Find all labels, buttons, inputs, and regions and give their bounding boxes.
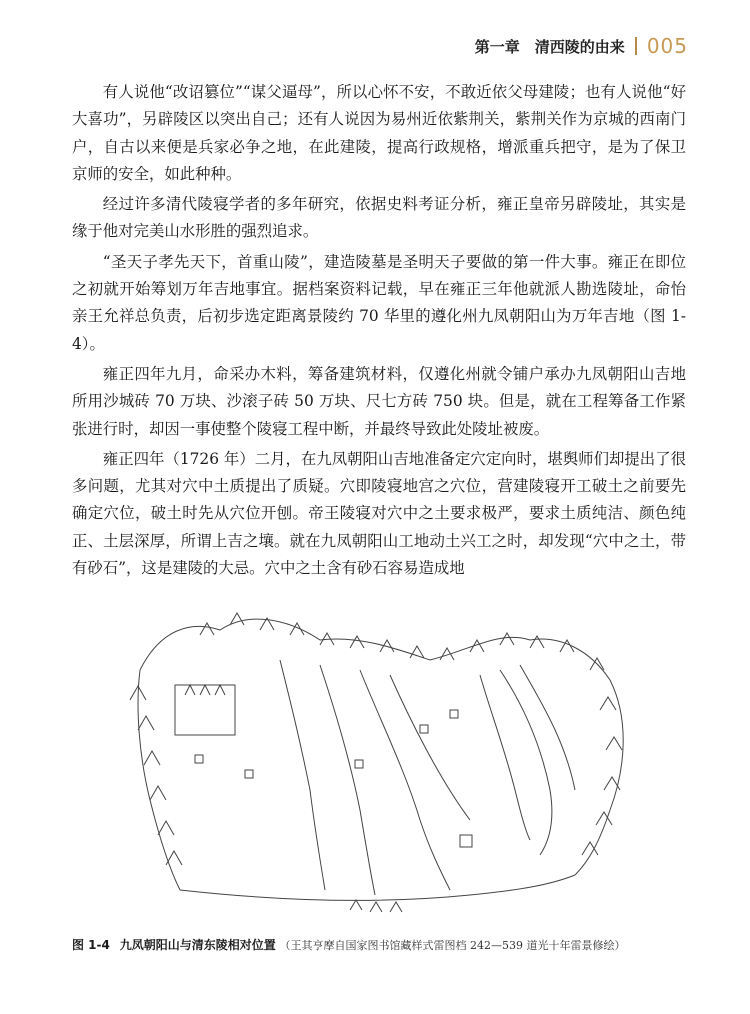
figure-source: （王其亨摩自国家图书馆藏样式雷图档 242—539 道光十年雷景修绘）: [279, 939, 626, 952]
paragraph-3: “圣天子孝先天下，首重山陵”，建造陵墓是圣明天子要做的第一件大事。雍正在即位之初就开始筹划万年吉地事宜。据档案资料记载，早在雍正三年他就派人勘选陵址，命怡亲王允祥总负责，后初步选定距离景陵约 70 华里的遵化州九凤朝阳山为万年吉地（图 1-4）。: [72, 252, 686, 353]
figure-number: 图 1-4: [72, 938, 110, 952]
figure-caption: [72, 936, 712, 953]
paragraph-2: 经过许多清代陵寝学者的多年研究，依据史料考证分析，雍正皇帝另辟陵址，其实是缘于他对完美山水形胜的强烈追求。: [72, 195, 686, 241]
figure-title: 九凤朝阳山与清东陵相对位置: [119, 938, 276, 952]
mountain-map-illustration: [120, 590, 640, 920]
chapter-title: 第一章 清西陵的由来: [474, 37, 625, 56]
header-divider: [635, 37, 637, 55]
body-text: [72, 79, 686, 582]
paragraph-1: 有人说他“改诏篡位”“谋父逼母”，所以心怀不安，不敢近依父母建陵；也有人说他“好大喜功”，另辟陵区以突出自己；还有人说因为易州近依紫荆关，紫荆关作为京城的西南门户，自古以来便是兵家必争之地，在此建陵，提高行政规格，增派重兵把守，是为了保卫京师的安全，如此种种。: [72, 83, 686, 183]
paragraph-5: 雍正四年（1726 年）二月，在九凤朝阳山吉地准备定穴定向时，堪舆师们却提出了很多问题，尤其对穴中土质提出了质疑。穴即陵寝地宫之穴位，营建陵寝开工破土之前要先确定穴位，破土时先从穴位开刨。帝王陵寝对穴中之土要求极严，要求土质纯洁、颜色纯正、土层深厚，所谓上吉之壤。就在九凤朝阳山工地动土兴工之时，却发现“穴中之土，带有砂石”，这是建陵的大忌。穴中之土含有砂石容易造成地: [72, 449, 686, 578]
paragraph-4: 雍正四年九月，命采办木料，筹备建筑材料，仅遵化州就令铺户承办九凤朝阳山吉地所用沙城砖 70 万块、沙滚子砖 50 万块、尺七方砖 750 块。但是，就在工程筹备工作紧张进行时，却因一事使整个陵寝工程中断，并最终导致此处陵址被废。: [72, 364, 686, 438]
page-number: 005: [646, 34, 688, 58]
running-header: [475, 34, 688, 58]
historical-map-figure: [120, 590, 640, 920]
